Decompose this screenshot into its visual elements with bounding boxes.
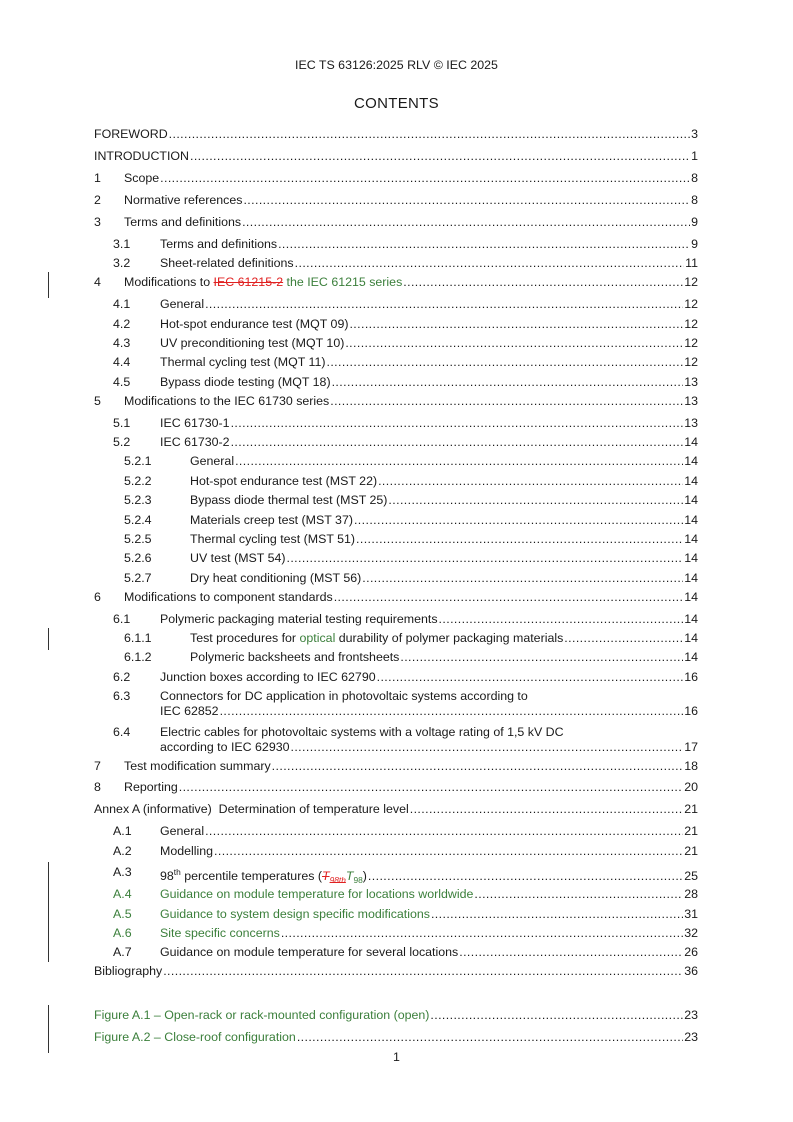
contents-title: CONTENTS: [354, 95, 439, 112]
toc-entry-4-4[interactable]: 4.4 Thermal cycling test (MQT 11) ..... 12: [94, 354, 698, 370]
toc-entry-2[interactable]: 2 Normative references ..... 8: [94, 192, 698, 208]
leader-dots: [179, 779, 683, 795]
toc-entry-5-2-5[interactable]: 5.2.5 Thermal cycling test (MST 51) ..... 14: [94, 531, 698, 547]
leader-dots: [459, 944, 683, 960]
toc-entry-5[interactable]: 5 Modifications to the IEC 61730 series ..... 13: [94, 393, 698, 409]
leader-dots: [345, 335, 683, 351]
toc-entry-a-4[interactable]: A.4 Guidance on module temperature for locations worldwide ..... 28: [94, 886, 698, 902]
inserted-symbol: $T_{98}$: [345, 869, 363, 885]
leader-dots: [368, 868, 683, 884]
toc-entry-5-2-7[interactable]: 5.2.7 Dry heat conditioning (MST 56) ..... 14: [94, 570, 698, 586]
leader-dots: [205, 296, 683, 312]
leader-dots: [278, 236, 690, 252]
toc-entry-a-2[interactable]: A.2 Modelling ..... 21: [94, 843, 698, 859]
toc-entry-6-4[interactable]: 6.4 Electric cables for photovoltaic systems with a voltage rating of 1,5 kV DC according to IEC 62930 ..... 17: [94, 724, 698, 756]
toc-entry-6-1[interactable]: 6.1 Polymeric packaging material testing requirements ..... 14: [94, 611, 698, 627]
toc-entry-6[interactable]: 6 Modifications to component standards ..... 14: [94, 589, 698, 605]
leader-dots: [430, 1007, 683, 1023]
leader-dots: [163, 963, 683, 979]
leader-dots: [378, 473, 683, 489]
toc-entry-6-2[interactable]: 6.2 Junction boxes according to IEC 62790 ..... 16: [94, 669, 698, 685]
change-bar: [48, 272, 49, 298]
toc-entry-foreword[interactable]: FOREWORD ..... 3: [94, 126, 698, 142]
page-number: 1: [393, 1050, 400, 1064]
leader-dots: [439, 611, 684, 627]
leader-dots: [272, 758, 684, 774]
leader-dots: [286, 550, 683, 566]
toc-entry-5-2-1[interactable]: 5.2.1 General ..... 14: [94, 453, 698, 469]
toc-entry-introduction[interactable]: INTRODUCTION ..... 1: [94, 148, 698, 164]
leader-dots: [354, 512, 683, 528]
leader-dots: [160, 170, 690, 186]
toc-entry-8[interactable]: 8 Reporting ..... 20: [94, 779, 698, 795]
inserted-text: the IEC 61215 series: [283, 275, 403, 289]
page-header: IEC TS 63126:2025 RLV © IEC 2025: [295, 58, 498, 72]
toc-entry-4[interactable]: 4 Modifications to IEC 61215-2 the IEC 61215 series ..... 12: [94, 274, 698, 290]
toc-entry-annex-a[interactable]: Annex A (informative) Determination of temperature level ..... 21: [94, 801, 698, 817]
leader-dots: [403, 274, 683, 290]
figure-entry-a-1[interactable]: Figure A.1 – Open-rack or rack-mounted configuration (open) ..... 23: [94, 1007, 698, 1023]
leader-dots: [362, 570, 683, 586]
toc-entry-5-2-4[interactable]: 5.2.4 Materials creep test (MST 37) ..... 14: [94, 512, 698, 528]
toc-entry-5-2-6[interactable]: 5.2.6 UV test (MST 54) ..... 14: [94, 550, 698, 566]
toc-entry-3-2[interactable]: 3.2 Sheet-related definitions ..... 11: [94, 255, 698, 271]
leader-dots: [332, 374, 684, 390]
toc-entry-4-3[interactable]: 4.3 UV preconditioning test (MQT 10) ..... 12: [94, 335, 698, 351]
toc-entry-4-2[interactable]: 4.2 Hot-spot endurance test (MQT 09) ..... 12: [94, 316, 698, 332]
toc-entry-4-1[interactable]: 4.1 General ..... 12: [94, 296, 698, 312]
leader-dots: [190, 148, 690, 164]
toc-entry-a-7[interactable]: A.7 Guidance on module temperature for several locations ..... 26: [94, 944, 698, 960]
leader-dots: [235, 453, 683, 469]
deleted-text: IEC 61215-2: [213, 275, 284, 289]
leader-dots: [169, 126, 690, 142]
toc-entry-6-3[interactable]: 6.3 Connectors for DC application in photovoltaic systems according to IEC 62852 ..... 16: [94, 688, 698, 720]
change-bar: [48, 628, 49, 650]
toc-entry-5-2-2[interactable]: 5.2.2 Hot-spot endurance test (MST 22) ..... 14: [94, 473, 698, 489]
leader-dots: [349, 316, 683, 332]
leader-dots: [205, 823, 683, 839]
toc-entry-a-1[interactable]: A.1 General ..... 21: [94, 823, 698, 839]
toc-entry-7[interactable]: 7 Test modification summary ..... 18: [94, 758, 698, 774]
change-bar: [48, 1005, 49, 1053]
figure-entry-a-2[interactable]: Figure A.2 – Close-roof configuration ..... 23: [94, 1029, 698, 1045]
toc-entry-6-1-1[interactable]: 6.1.1 Test procedures for optical durability of polymer packaging materials ..... 14: [94, 630, 698, 646]
leader-dots: [243, 192, 690, 208]
leader-dots: [231, 434, 684, 450]
toc-entry-5-1[interactable]: 5.1 IEC 61730-1 ..... 13: [94, 415, 698, 431]
leader-dots: [474, 886, 683, 902]
change-bar: [48, 862, 49, 962]
leader-dots: [281, 925, 683, 941]
toc-entry-3-1[interactable]: 3.1 Terms and definitions ..... 9: [94, 236, 698, 252]
toc-entry-5-2[interactable]: 5.2 IEC 61730-2 ..... 14: [94, 434, 698, 450]
toc-entry-3[interactable]: 3 Terms and definitions ..... 9: [94, 214, 698, 230]
toc-entry-a-3[interactable]: A.3 98th percentile temperatures $(T_{98th}T_{98})$ ..... 25: [94, 864, 698, 880]
toc-entry-a-5[interactable]: A.5 Guidance to system design specific modifications ..... 31: [94, 906, 698, 922]
toc-entry-4-5[interactable]: 4.5 Bypass diode testing (MQT 18) ..... 13: [94, 374, 698, 390]
leader-dots: [231, 415, 684, 431]
leader-dots: [295, 255, 684, 271]
toc-entry-a-6[interactable]: A.6 Site specific concerns ..... 32: [94, 925, 698, 941]
leader-dots: [400, 649, 683, 665]
leader-dots: [410, 801, 683, 817]
deleted-symbol: $T_{98th}$: [321, 869, 346, 885]
toc-entry-6-1-2[interactable]: 6.1.2 Polymeric backsheets and frontsheets ..... 14: [94, 649, 698, 665]
leader-dots: [220, 703, 684, 719]
leader-dots: [431, 906, 683, 922]
leader-dots: [242, 214, 690, 230]
leader-dots: [326, 354, 683, 370]
leader-dots: [377, 669, 684, 685]
toc-entry-bibliography[interactable]: Bibliography ..... 36: [94, 963, 698, 979]
leader-dots: [564, 630, 683, 646]
toc-entry-1[interactable]: 1 Scope ..... 8: [94, 170, 698, 186]
leader-dots: [388, 492, 683, 508]
leader-dots: [334, 589, 684, 605]
leader-dots: [214, 843, 683, 859]
leader-dots: [330, 393, 683, 409]
leader-dots: [291, 739, 684, 755]
leader-dots: [356, 531, 683, 547]
toc-entry-5-2-3[interactable]: 5.2.3 Bypass diode thermal test (MST 25) ..... 14: [94, 492, 698, 508]
inserted-text: optical: [299, 631, 336, 645]
leader-dots: [297, 1029, 683, 1045]
